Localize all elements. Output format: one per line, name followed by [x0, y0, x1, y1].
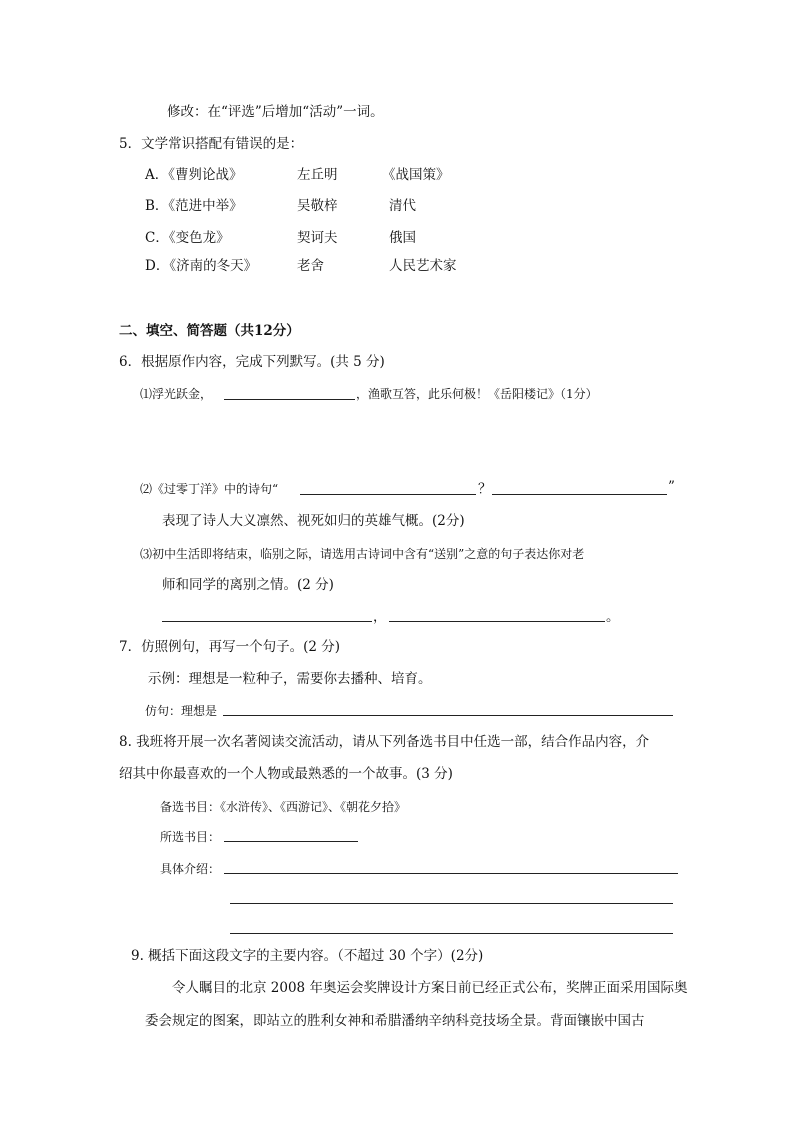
q8-stem-line1: 8. 我班将开展一次名著阅读交流活动，请从下列备选书目中任选一部，结合作品内容，介: [119, 734, 650, 750]
q5-option-source: 《战国策》: [382, 167, 450, 183]
q6-part3-blank-2[interactable]: [389, 621, 605, 622]
q6-part2-prefix: ⑵《过零丁洋》中的诗句“: [140, 482, 279, 496]
q6-part3-comma: ，: [373, 609, 387, 625]
q5-option-source: 人民艺术家: [389, 258, 457, 274]
q6-part1-suffix: ，渔歌互答，此乐何极！《岳阳楼记》（1分）: [356, 387, 598, 401]
section-title: 二、填空、简答题（共12分）: [119, 323, 300, 339]
q9-paragraph-line1: 令人瞩目的北京 2008 年奥运会奖牌设计方案日前已经正式公布，奖牌正面采用国际奥: [172, 980, 688, 996]
q6-part3-line1: ⑶初中生活即将结束，临别之际，请选用古诗词中含有“送别”之意的句子表达你对老: [140, 547, 585, 561]
q5-option-label: D．《济南的冬天》: [145, 258, 258, 274]
q8-detail-blank-2[interactable]: [230, 903, 673, 904]
q8-chosen-blank[interactable]: [224, 841, 358, 842]
q8-chosen-label: 所选书目：: [160, 830, 221, 844]
q6-part3-blank-1[interactable]: [162, 621, 372, 622]
q8-detail-label: 具体介绍：: [160, 862, 221, 876]
q5-option-author: 契诃夫: [297, 230, 338, 246]
q8-detail-blank-1[interactable]: [224, 873, 678, 874]
q5-stem: 5．文学常识搭配有错误的是：: [119, 136, 304, 152]
q5-option-source: 清代: [389, 198, 416, 214]
q8-book-list: 备选书目：《水浒传》、《西游记》、《朝花夕拾》: [160, 800, 407, 814]
q7-example: 示例：理想是一粒种子，需要你去播种、培育。: [148, 671, 432, 687]
q6-part2-blank-1[interactable]: [300, 494, 476, 495]
q9-stem: 9. 概括下面这段文字的主要内容。（不超过 30 个字）(2分): [131, 948, 484, 964]
q6-part3-period: 。: [606, 609, 620, 625]
q5-option-author: 老舍: [297, 258, 324, 274]
q5-option-source: 俄国: [389, 230, 416, 246]
q5-option-label: C．《变色龙》: [145, 230, 230, 246]
q5-option-label: B．《范进中举》: [145, 198, 243, 214]
q5-option-author: 左丘明: [297, 167, 338, 183]
q6-part2-close-quote: ”: [668, 479, 675, 495]
q8-stem-line2: 绍其中你最喜欢的一个人物或最熟悉的一个故事。(3 分): [119, 766, 453, 782]
q8-detail-blank-3[interactable]: [230, 933, 673, 934]
q7-imitate-label: 仿句：理想是: [145, 704, 218, 718]
q6-part2-question-mark: ？: [478, 481, 492, 497]
q6-part2-line2: 表现了诗人大义凛然、视死如归的英雄气概。(2分): [162, 513, 465, 529]
q6-stem: 6．根据原作内容，完成下列默写。(共 5 分): [119, 354, 385, 370]
q6-part1-blank[interactable]: [224, 399, 355, 400]
q6-part1-prefix: ⑴浮光跃金，: [140, 387, 213, 401]
q7-imitate-blank[interactable]: [223, 715, 673, 716]
q6-part3-line2: 师和同学的离别之情。(2 分): [162, 577, 334, 593]
q5-option-label: A．《曹刿论战》: [145, 167, 243, 183]
q6-part2-blank-2[interactable]: [492, 494, 667, 495]
q4-fix-text: 修改：在“评选”后增加“活动”一词。: [167, 104, 384, 120]
q7-stem: 7．仿照例句，再写一个句子。(2 分): [119, 639, 341, 655]
q9-paragraph-line2: 委会规定的图案，即站立的胜利女神和希腊潘纳辛纳科竞技场全景。背面镶嵌中国古: [145, 1013, 645, 1029]
q5-option-author: 吴敬梓: [297, 198, 338, 214]
